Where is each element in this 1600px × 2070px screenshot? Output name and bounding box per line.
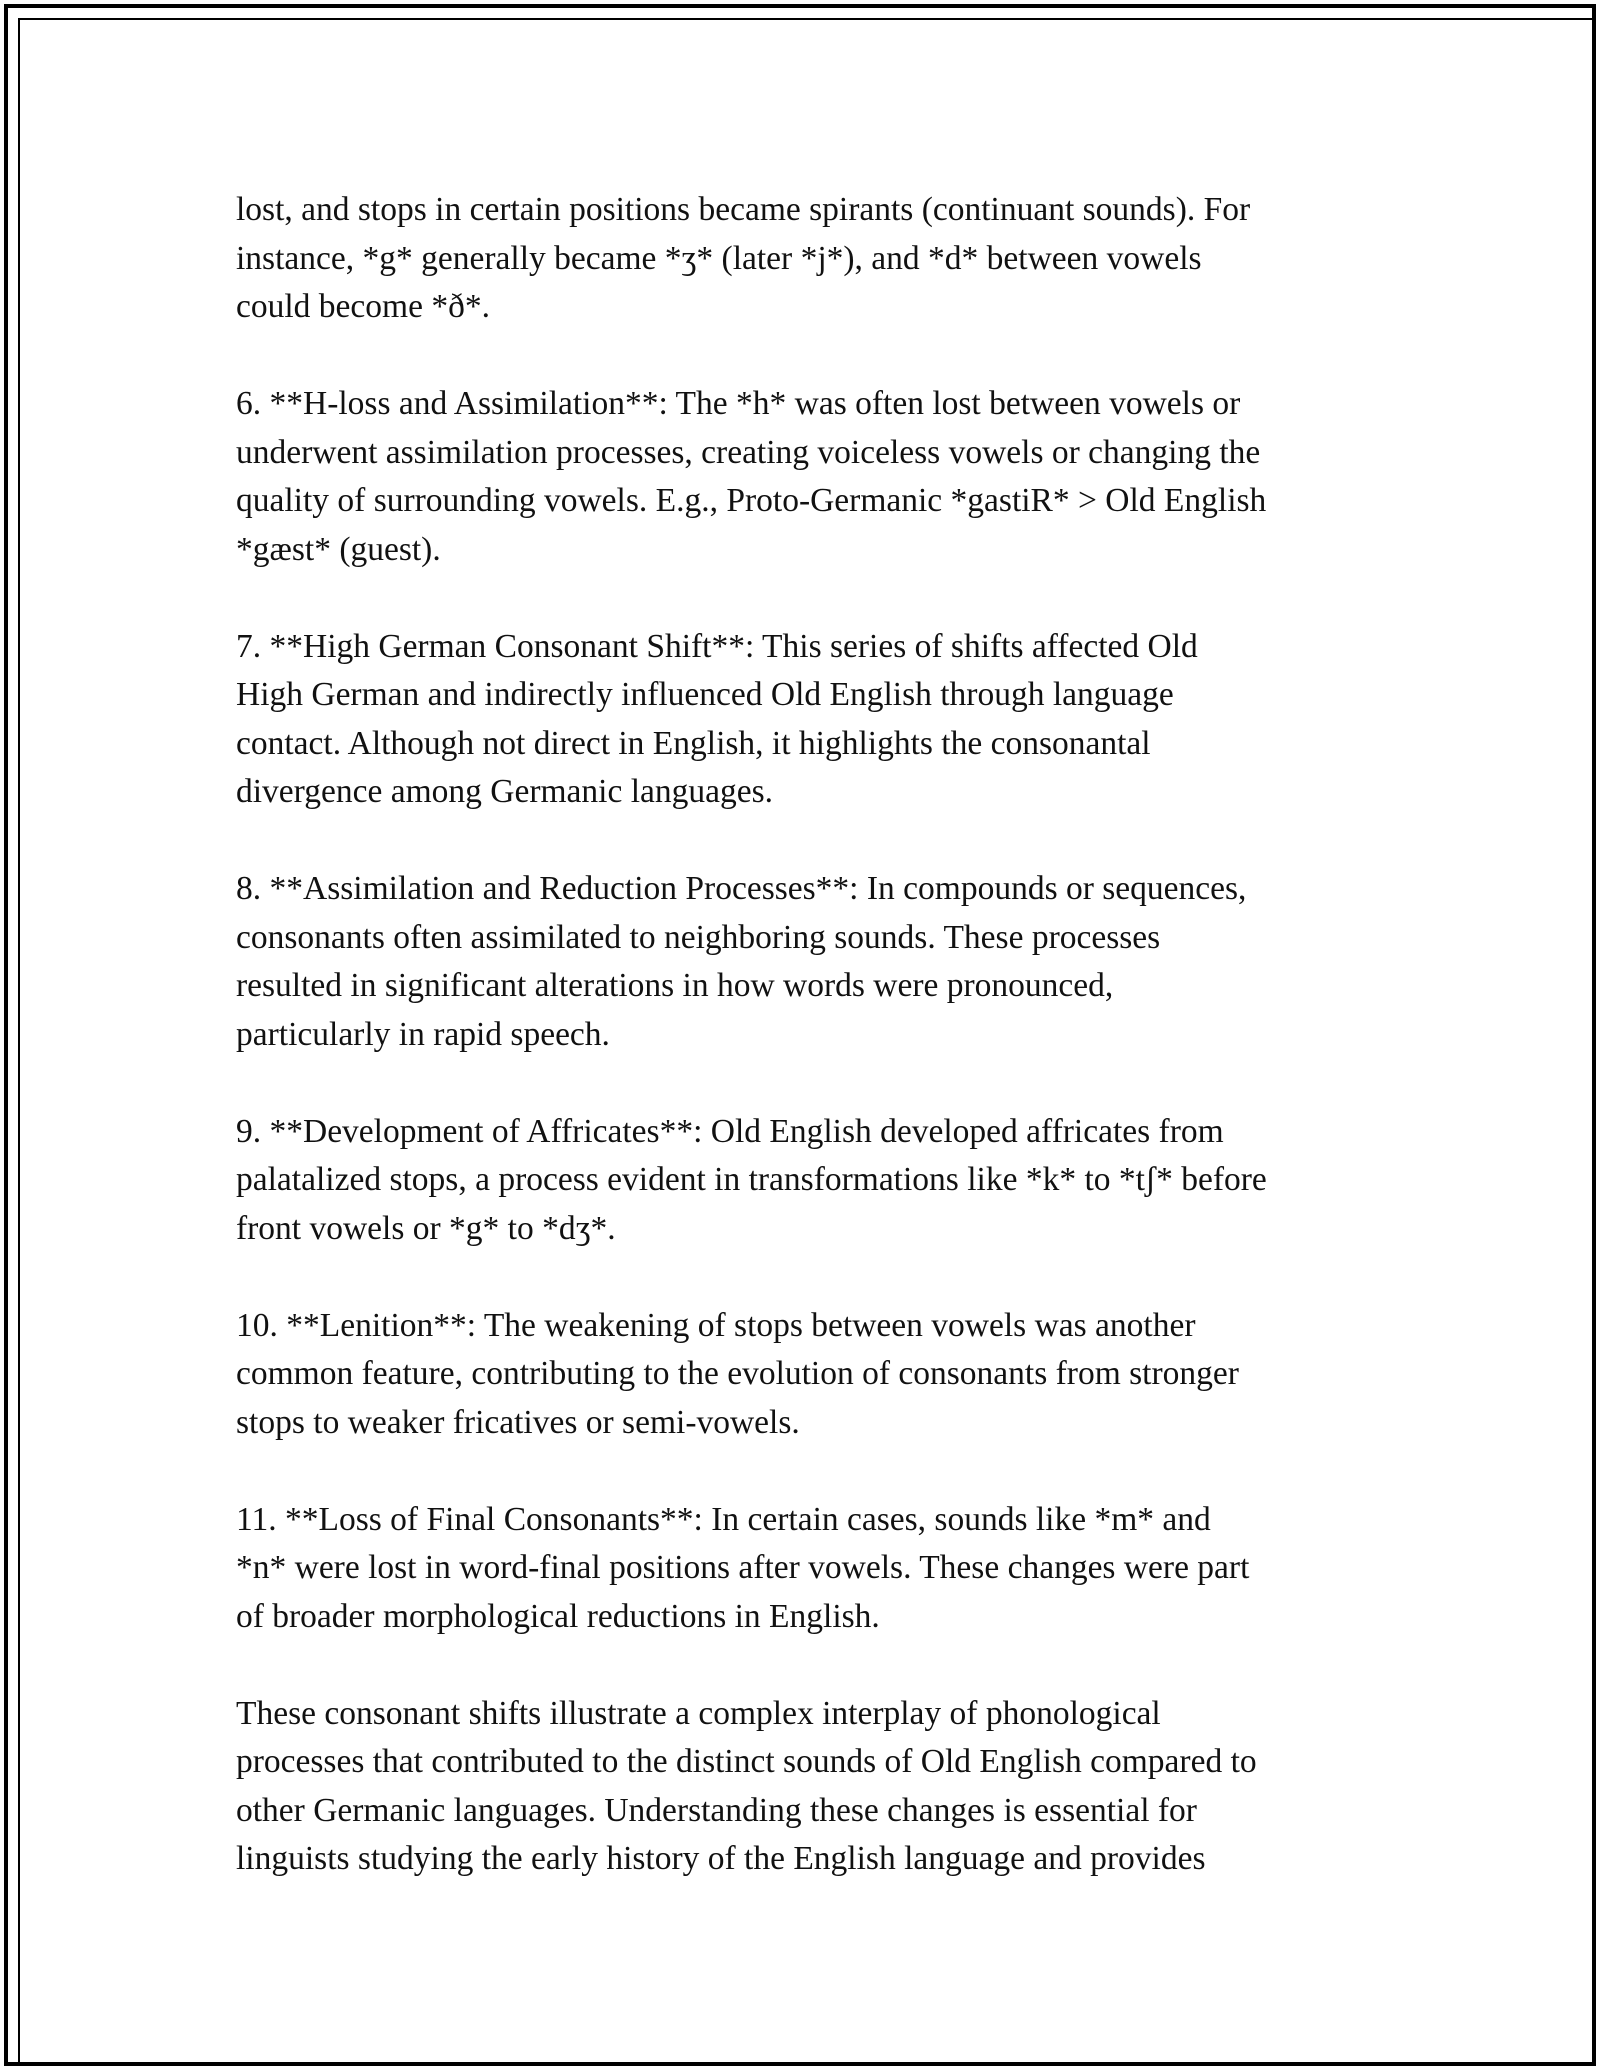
text-line: front vowels or *g* to *dʒ*. [236, 1209, 616, 1247]
text-line: resulted in significant alterations in how words were pronounced, [236, 967, 1114, 1004]
paragraph-continuation [236, 186, 1376, 332]
text-line: processes that contributed to the distinct sounds of Old English compared to [236, 1743, 1257, 1780]
text-line: stops to weaker fricatives or semi-vowels. [236, 1403, 800, 1441]
text-line: 6. **H-loss and Assimilation**: The *h* was often lost between vowels or [236, 385, 1241, 422]
paragraph-item-10 [236, 1302, 1376, 1448]
paragraph-item-9 [236, 1108, 1376, 1254]
text-line: *gæst* (guest). [236, 530, 441, 568]
text-line: These consonant shifts illustrate a complex interplay of phonological [236, 1694, 1161, 1732]
text-line: divergence among Germanic languages. [236, 773, 774, 810]
paragraph-item-8 [236, 865, 1376, 1059]
text-line: instance, *g* generally became *ʒ* (later *j*), and *d* between vowels [236, 239, 1202, 277]
text-line: particularly in rapid speech. [236, 1015, 610, 1053]
text-line: lost, and stops in certain positions became spirants (continuant sounds). For [236, 191, 1251, 228]
text-line: 10. **Lenition**: The weakening of stops between vowels was another [236, 1306, 1196, 1344]
text-line: other Germanic languages. Understanding these changes is essential for [236, 1791, 1197, 1829]
text-line: High German and indirectly influenced Old English through language [236, 676, 1174, 713]
paragraph-conclusion [236, 1690, 1376, 1884]
paragraph-item-11 [236, 1496, 1376, 1642]
text-line: quality of surrounding vowels. E.g., Proto-Germanic *gastiR* > Old English [236, 482, 1267, 519]
text-line: underwent assimilation processes, creating voiceless vowels or changing the [236, 433, 1261, 471]
text-line: contact. Although not direct in English, it highlights the consonantal [236, 724, 1151, 762]
text-line: *n* were lost in word-final positions after vowels. These changes were part [236, 1549, 1250, 1586]
paragraph-item-7 [236, 623, 1376, 817]
text-line: palatalized stops, a process evident in transformations like *k* to *tʃ* before [236, 1161, 1267, 1198]
text-line: 11. **Loss of Final Consonants**: In certain cases, sounds like *m* and [236, 1500, 1211, 1538]
text-line: of broader morphological reductions in English. [236, 1597, 880, 1635]
text-line: could become *ð*. [236, 288, 490, 325]
document-body [236, 186, 1376, 1932]
text-line: 8. **Assimilation and Reduction Processes**: In compounds or sequences, [236, 870, 1247, 907]
paragraph-item-6 [236, 380, 1376, 574]
text-line: 9. **Development of Affricates**: Old English developed affricates from [236, 1112, 1224, 1150]
text-line: 7. **High German Consonant Shift**: This series of shifts affected Old [236, 627, 1198, 665]
text-line: common feature, contributing to the evolution of consonants from stronger [236, 1355, 1239, 1392]
text-line: consonants often assimilated to neighboring sounds. These processes [236, 918, 1161, 956]
text-line: linguists studying the early history of the English language and provides [236, 1840, 1206, 1877]
